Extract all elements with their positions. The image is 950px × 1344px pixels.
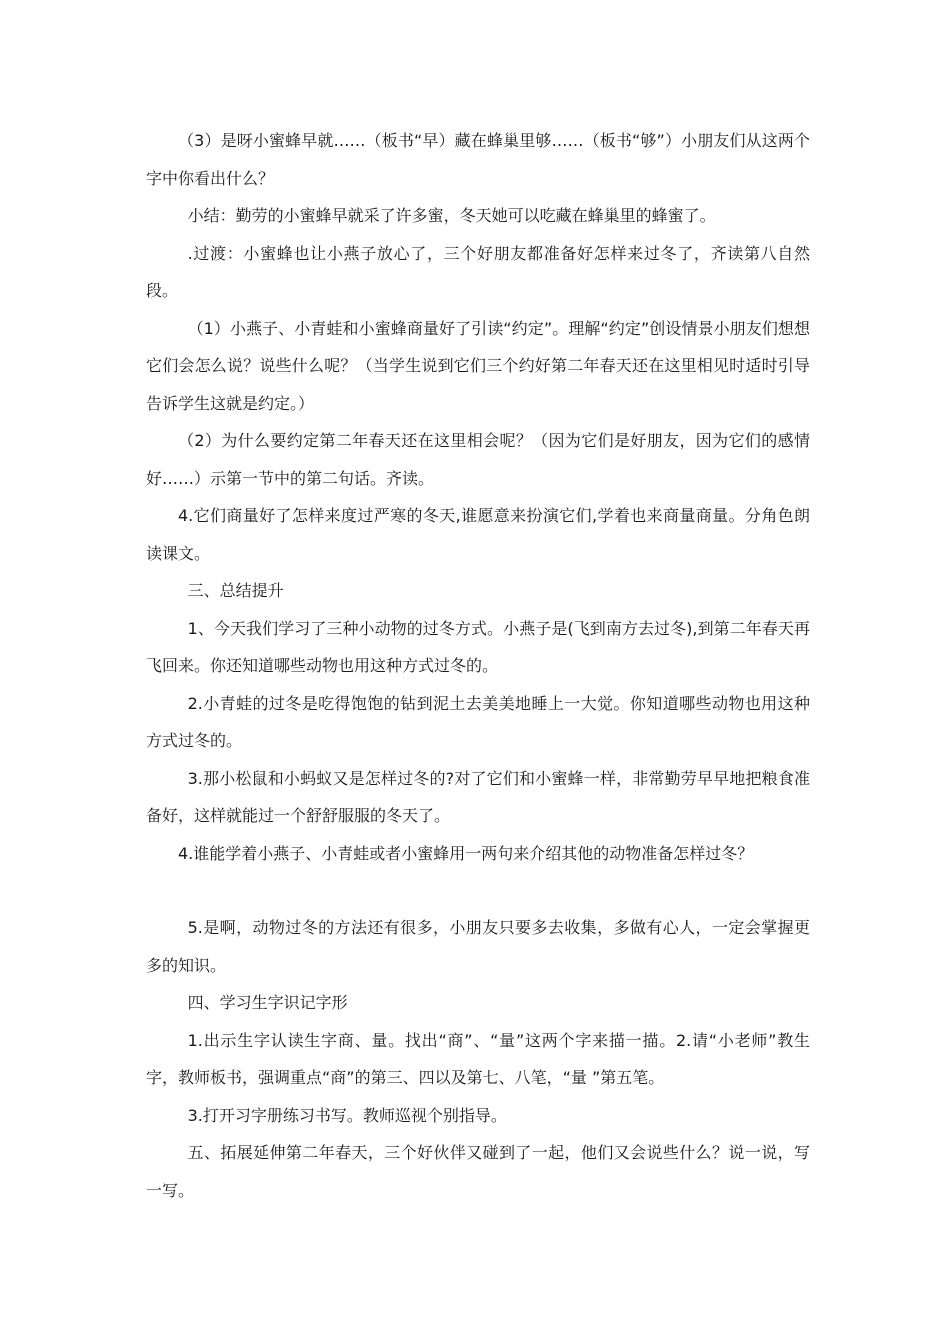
paragraph-transition: .过渡：小蜜蜂也让小燕子放心了，三个好朋友都准备好怎样来过冬了，齐读第八自然段。	[146, 243, 810, 300]
paragraph-summary-4: 4.谁能学着小燕子、小青蛙或者小蜜蜂用一两句来介绍其他的动物准备怎样过冬？	[178, 843, 754, 863]
paragraph-characters-1: 1.出示生字认读生字商、量。找出“商”、“量”这两个字来描一描。2.请“小老师”教生字，教师板书，强调重点“商”的第三、四以及第七、八笔，“量 ”第五笔。	[146, 1030, 810, 1087]
blank-line	[146, 872, 810, 909]
paragraph-summary-2: 2.小青蛙的过冬是吃得饱饱的钻到泥土去美美地睡上一大觉。你知道哪些动物也用这种方式过冬的。	[146, 693, 810, 750]
section-heading-extension: 五、拓展延伸第二年春天，三个好伙伴又碰到了一起，他们又会说些什么？说一说，写一写。	[146, 1143, 810, 1200]
section-heading-summary: 三、总结提升	[187, 581, 284, 600]
paragraph-summary-5: 5.是啊，动物过冬的方法还有很多，小朋友只要多去收集，多做有心人，一定会掌握更多的知识。	[146, 918, 810, 975]
paragraph-agreement-1: （1）小燕子、小青蛙和小蜜蜂商量好了引读“约定”。理解“约定”创设情景小朋友们想想它们会怎么说？说些什么呢？（当学生说到它们三个约好第二年春天还在这里相见时适时引导告诉学生这就是约定。）	[146, 318, 810, 413]
paragraph-summary-1: 1、今天我们学习了三种小动物的过冬方式。小燕子是(飞到南方去过冬),到第二年春天再飞回来。你还知道哪些动物也用这种方式过冬的。	[146, 618, 810, 675]
paragraph-step-3: （3）是呀小蜜蜂早就……（板书“早）藏在蜂巢里够……（板书“够”）小朋友们从这两个字中你看出什么？	[146, 131, 810, 188]
paragraph-agreement-2: （2）为什么要约定第二年春天还在这里相会呢？（因为它们是好朋友，因为它们的感情好……）示第一节中的第二句话。齐读。	[146, 431, 810, 488]
paragraph-summary-3: 3.那小松鼠和小蚂蚁又是怎样过冬的?对了它们和小蜜蜂一样，非常勤劳早早地把粮食准备好，这样就能过一个舒舒服服的冬天了。	[146, 768, 810, 825]
paragraph-summary: 小结：勤劳的小蜜蜂早就采了许多蜜，冬天她可以吃藏在蜂巢里的蜂蜜了。	[187, 206, 716, 225]
paragraph-characters-3: 3.打开习字册练习书写。教师巡视个别指导。	[187, 1105, 507, 1125]
document-body	[146, 122, 810, 1209]
paragraph-role-play: 4.它们商量好了怎样来度过严寒的冬天,谁愿意来扮演它们,学着也来商量商量。分角色朗读课文。	[146, 506, 810, 563]
section-heading-characters: 四、学习生字识记字形	[187, 993, 348, 1012]
